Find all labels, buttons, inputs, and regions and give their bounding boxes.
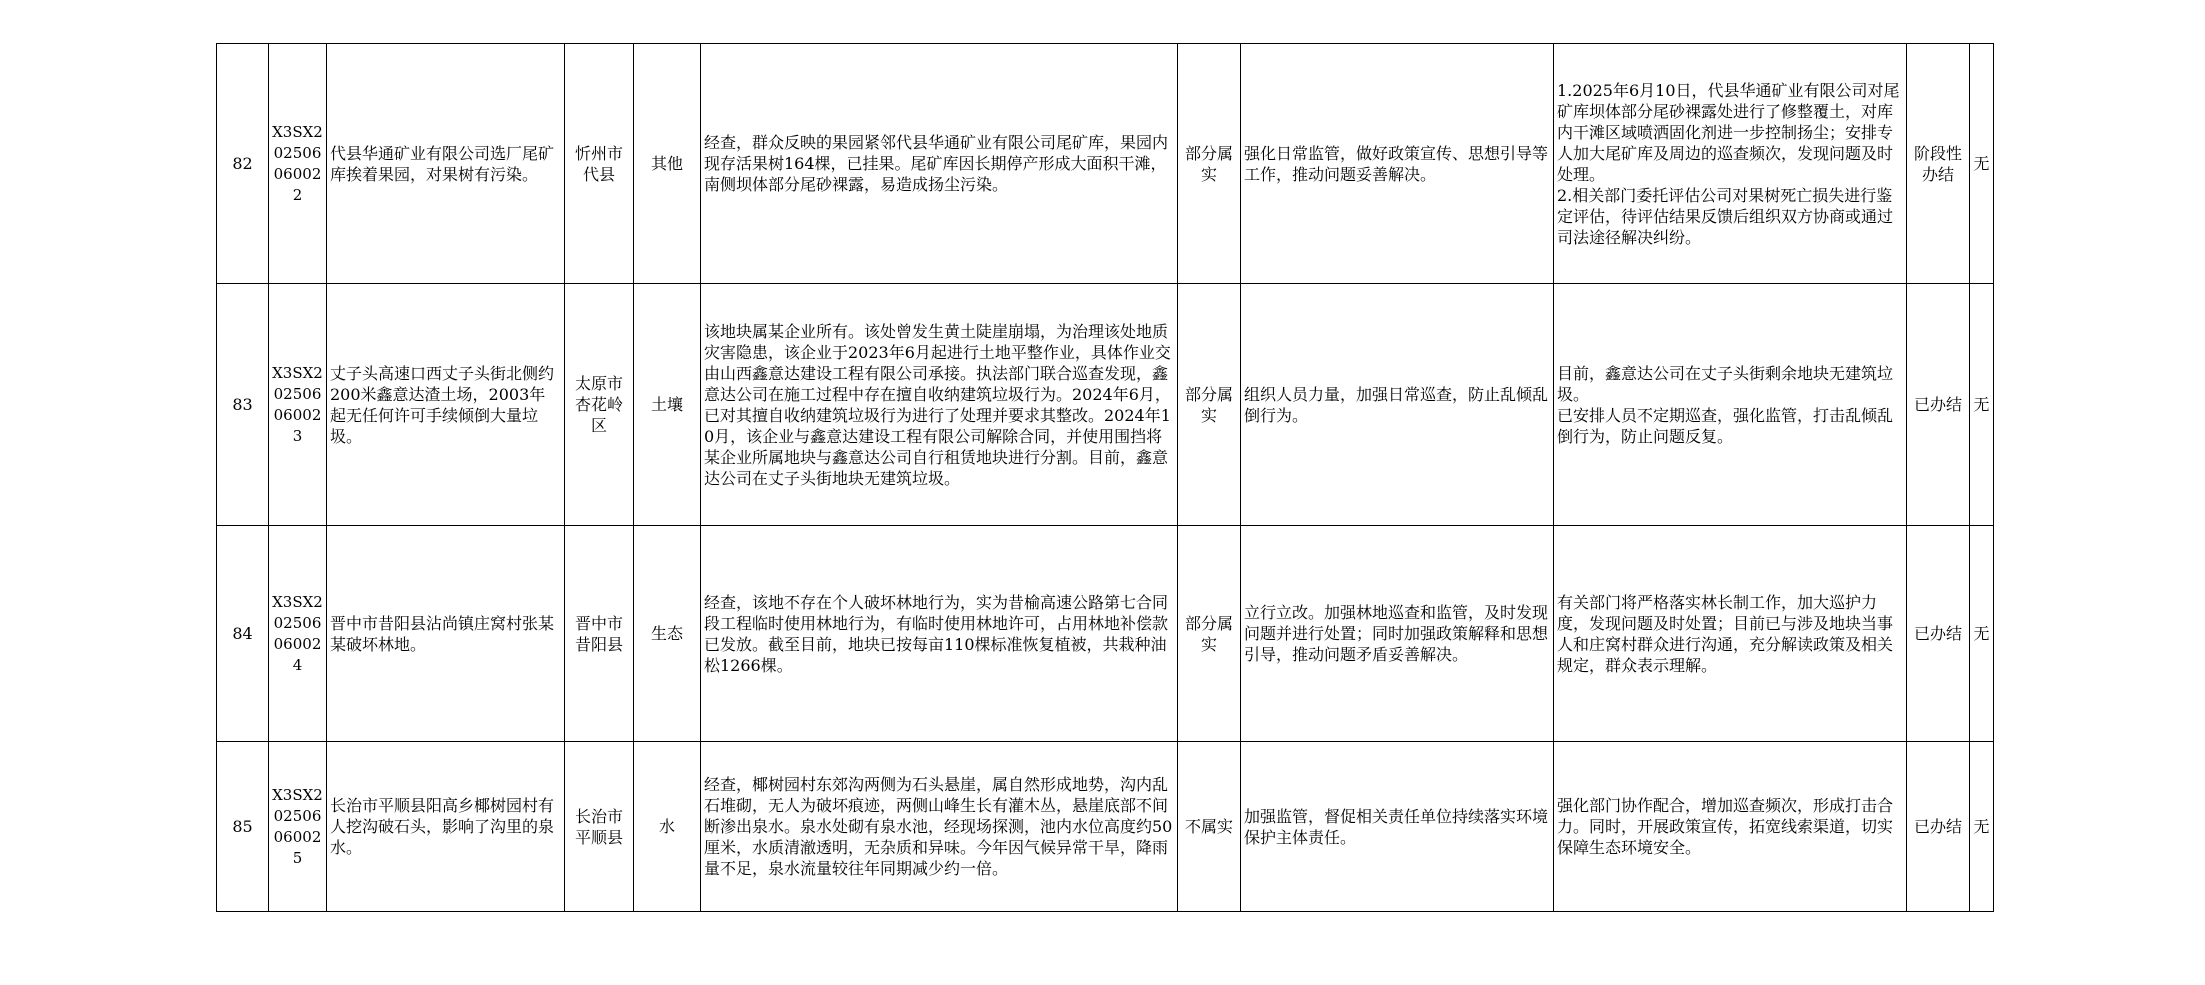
accountability: 无 — [1970, 742, 1994, 912]
pollution-type: 水 — [634, 742, 701, 912]
findings-text: 经查，椰树园村东郊沟两侧为石头悬崖，属自然形成地势，沟内乱石堆砌，无人为破坏痕迹，两侧山峰生长有灌木丛，悬崖底部不间断渗出泉水。泉水处砌有泉水池，经现场探测，池内水位高度约50厘米，水质清澈透明，无杂质和异味。今年因气候异常干旱，降雨量不足，泉水流量较往年同期减少约一倍。 — [701, 742, 1178, 912]
table-row — [217, 526, 1994, 742]
verdict: 部分属实 — [1178, 526, 1241, 742]
measures-text: 立行立改。加强林地巡查和监管，及时发现问题并进行处置；同时加强政策解释和思想引导，推动问题矛盾妥善解决。 — [1241, 526, 1554, 742]
region: 长治市平顺县 — [565, 742, 634, 912]
region: 太原市杏花岭区 — [565, 284, 634, 526]
status: 已办结 — [1907, 526, 1970, 742]
measures-text: 加强监管，督促相关责任单位持续落实环境保护主体责任。 — [1241, 742, 1554, 912]
accountability: 无 — [1970, 284, 1994, 526]
result-text: 强化部门协作配合，增加巡查频次，形成打击合力。同时，开展政策宣传，拓宽线索渠道，切实保障生态环境安全。 — [1554, 742, 1907, 912]
accountability: 无 — [1970, 526, 1994, 742]
accountability: 无 — [1970, 44, 1994, 284]
issue-text: 代县华通矿业有限公司选厂尾矿库挨着果园，对果树有污染。 — [327, 44, 565, 284]
result-text: 1.2025年6月10日，代县华通矿业有限公司对尾矿库坝体部分尾砂裸露处进行了修整覆土，对库内干滩区域喷洒固化剂进一步控制扬尘；安排专人加大尾矿库及周边的巡查频次，发现问题及时处理。 2.相关部门委托评估公司对果树死亡损失进行鉴定评估，待评估结果反馈后组织双方协商或通过司法途径解决纠纷。 — [1554, 44, 1907, 284]
status: 已办结 — [1907, 284, 1970, 526]
findings-text: 该地块属某企业所有。该处曾发生黄土陡崖崩塌，为治理该处地质灾害隐患，该企业于2023年6月起进行土地平整作业，具体作业交由山西鑫意达建设工程有限公司承接。执法部门联合巡查发现，鑫意达公司在施工过程中存在擅自收纳建筑垃圾行为。2024年6月，已对其擅自收纳建筑垃圾行为进行了处理并要求其整改。2024年10月，该企业与鑫意达建设工程有限公司解除合同，并使用围挡将某企业所属地块与鑫意达公司自行租赁地块进行分割。目前，鑫意达公司在丈子头街地块无建筑垃圾。 — [701, 284, 1178, 526]
case-code: X3SX2 02506 06002 5 — [269, 742, 327, 912]
table-row — [217, 742, 1994, 912]
result-text: 有关部门将严格落实林长制工作，加大巡护力度，发现问题及时处置；目前已与涉及地块当事人和庄窝村群众进行沟通，充分解读政策及相关规定，群众表示理解。 — [1554, 526, 1907, 742]
measures-text: 组织人员力量，加强日常巡查，防止乱倾乱倒行为。 — [1241, 284, 1554, 526]
row-number: 83 — [217, 284, 269, 526]
pollution-type: 土壤 — [634, 284, 701, 526]
table-row — [217, 44, 1994, 284]
document-page — [216, 43, 1994, 912]
verdict: 不属实 — [1178, 742, 1241, 912]
findings-text: 经查，该地不存在个人破坏林地行为，实为昔榆高速公路第七合同段工程临时使用林地行为，有临时使用林地许可，占用林地补偿款已发放。截至目前，地块已按每亩110棵标准恢复植被，共栽种油松1266棵。 — [701, 526, 1178, 742]
issue-text: 丈子头高速口西丈子头街北侧约200米鑫意达渣土场，2003年起无任何许可手续倾倒大量垃圾。 — [327, 284, 565, 526]
row-number: 85 — [217, 742, 269, 912]
verdict: 部分属实 — [1178, 284, 1241, 526]
status: 阶段性办结 — [1907, 44, 1970, 284]
findings-text: 经查，群众反映的果园紧邻代县华通矿业有限公司尾矿库，果园内现存活果树164棵，已挂果。尾矿库因长期停产形成大面积干滩，南侧坝体部分尾砂裸露，易造成扬尘污染。 — [701, 44, 1178, 284]
issue-text: 晋中市昔阳县沾尚镇庄窝村张某某破坏林地。 — [327, 526, 565, 742]
case-code: X3SX2 02506 06002 4 — [269, 526, 327, 742]
case-code: X3SX2 02506 06002 2 — [269, 44, 327, 284]
status: 已办结 — [1907, 742, 1970, 912]
result-text: 目前，鑫意达公司在丈子头街剩余地块无建筑垃圾。 已安排人员不定期巡查，强化监管，打击乱倾乱倒行为，防止问题反复。 — [1554, 284, 1907, 526]
verdict: 部分属实 — [1178, 44, 1241, 284]
measures-text: 强化日常监管，做好政策宣传、思想引导等工作，推动问题妥善解决。 — [1241, 44, 1554, 284]
row-number: 82 — [217, 44, 269, 284]
case-table — [216, 43, 1994, 912]
region: 忻州市代县 — [565, 44, 634, 284]
row-number: 84 — [217, 526, 269, 742]
case-code: X3SX2 02506 06002 3 — [269, 284, 327, 526]
table-row — [217, 284, 1994, 526]
region: 晋中市昔阳县 — [565, 526, 634, 742]
pollution-type: 生态 — [634, 526, 701, 742]
pollution-type: 其他 — [634, 44, 701, 284]
issue-text: 长治市平顺县阳高乡椰树园村有人挖沟破石头，影响了沟里的泉水。 — [327, 742, 565, 912]
